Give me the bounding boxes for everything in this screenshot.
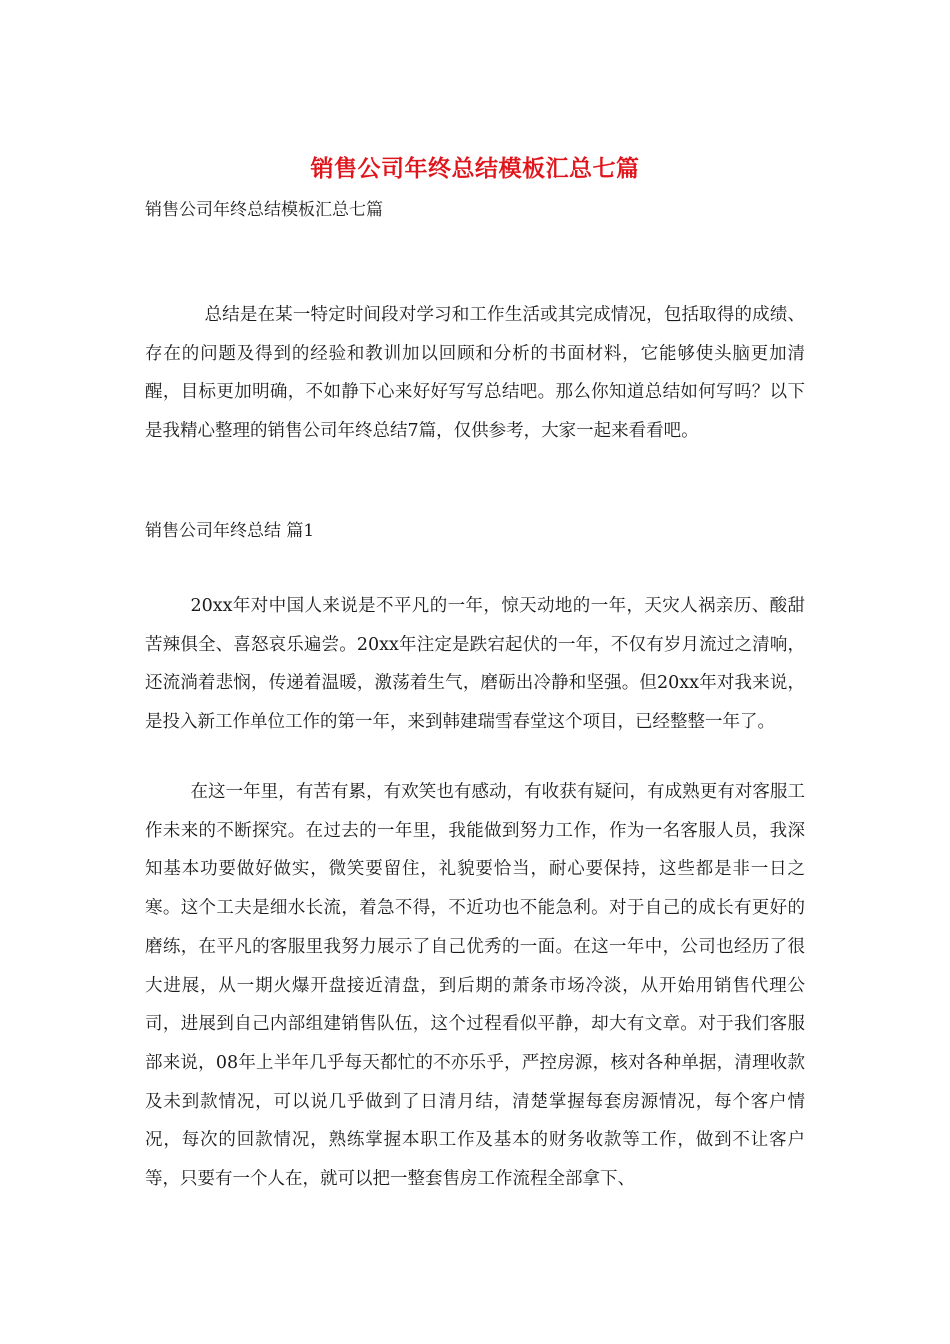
section-heading: 销售公司年终总结 篇1 (145, 521, 315, 541)
document-title: 销售公司年终总结模板汇总七篇 (310, 155, 640, 182)
body-paragraph-1: 20xx年对中国人来说是不平凡的一年，惊天动地的一年，天灾人祸亲历、酸甜苦辣俱全、喜怒哀乐遍尝。20xx年注定是跌宕起伏的一年，不仅有岁月流过之清响，还流淌着悲悯，传递着温暖，激荡着生气，磨砺出冷静和坚强。但20xx年对我来说，是投入新工作单位工作的第一年，来到韩建瑞雪春堂这个项目，已经整整一年了。 (145, 596, 805, 733)
document-subtitle: 销售公司年终总结模板汇总七篇 (145, 200, 383, 220)
body-paragraph-2: 在这一年里，有苦有累，有欢笑也有感动，有收获有疑问，有成熟更有对客服工作未来的不断探究。在过去的一年里，我能做到努力工作，作为一名客服人员，我深知基本功要做好做实，微笑要留住，礼貌要恰当，耐心要保持，这些都是非一日之寒。这个工夫是细水长流，着急不得，不近功也不能急利。对于自己的成长有更好的磨练，在平凡的客服里我努力展示了自己优秀的一面。在这一年中，公司也经历了很大进展，从一期火爆开盘接近清盘，到后期的萧条市场冷淡，从开始用销售代理公司，进展到自己内部组建销售队伍，这个过程看似平静，却大有文章。对于我们客服部来说，08年上半年几乎每天都忙的不亦乐乎，严控房源，核对各种单据，清理收款及未到款情况，可以说几乎做到了日清月结，清楚掌握每套房源情况，每个客户情况，每次的回款情况，熟练掌握本职工作及基本的财务收款等工作，做到不让客户等，只要有一个人在，就可以把一整套售房工作流程全部拿下、 (145, 782, 805, 1190)
intro-paragraph: 总结是在某一特定时间段对学习和工作生活或其完成情况，包括取得的成绩、存在的问题及得到的经验和教训加以回顾和分析的书面材料，它能够使头脑更加清醒，目标更加明确，不如静下心来好好写写总结吧。那么你知道总结如何写吗？以下是我精心整理的销售公司年终总结7篇，仅供参考，大家一起来看看吧。 (145, 305, 805, 442)
